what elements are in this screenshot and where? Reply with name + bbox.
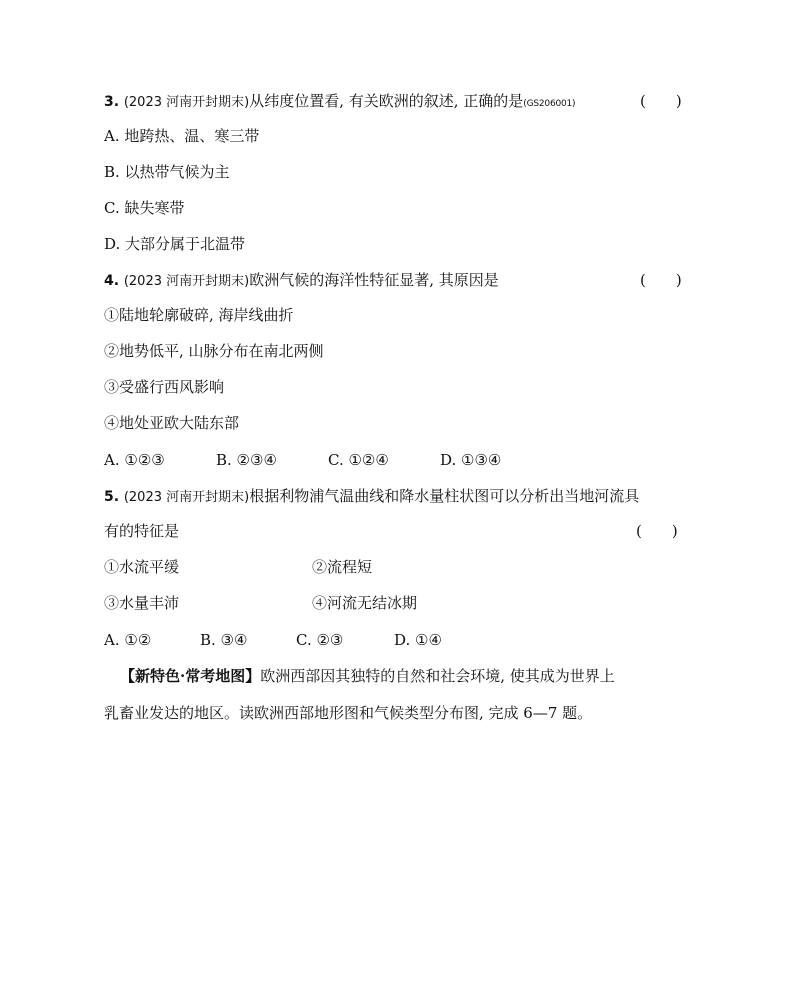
q5-stem-line-2: 有的特征是 — [104, 522, 180, 540]
q3-option-d: D. 大部分属于北温带 — [104, 235, 246, 253]
q4-item-1: ①陆地轮廓破碎, 海岸线曲折 — [104, 306, 294, 324]
q5-item-2: ②流程短 — [312, 558, 373, 576]
intro-tag: 【新特色·常考地图】 — [120, 667, 261, 685]
q4-option-d: D. ①③④ — [440, 451, 502, 469]
q4-stem-line — [104, 270, 499, 292]
q4-source: (2023 河南开封期末) — [123, 274, 250, 289]
q5-item-4: ④河流无结冰期 — [312, 594, 418, 612]
q5-stem-1: 根据利物浦气温曲线和降水量柱状图可以分析出当地河流具 — [249, 487, 640, 505]
q4-option-c: C. ①②④ — [328, 451, 389, 469]
q4-item-2: ②地势低平, 山脉分布在南北两侧 — [104, 342, 324, 360]
q3-option-b: B. 以热带气候为主 — [104, 163, 230, 181]
q5-option-b: B. ③④ — [200, 631, 248, 649]
q5-option-a: A. ①② — [104, 631, 152, 649]
q5-number: 5. — [104, 489, 120, 505]
q4-item-3: ③受盛行西风影响 — [104, 378, 225, 396]
q3-stem: 从纬度位置看, 有关欧洲的叙述, 正确的是 — [249, 92, 524, 110]
q5-item-3: ③水量丰沛 — [104, 594, 180, 612]
q5-item-1: ①水流平缓 — [104, 558, 180, 576]
q4-item-4: ④地处亚欧大陆东部 — [104, 414, 240, 432]
q3-number: 3. — [104, 94, 120, 110]
q5-answer-paren: ( ) — [636, 522, 678, 540]
q4-option-a: A. ①②③ — [104, 451, 165, 469]
q5-option-d: D. ①④ — [394, 631, 442, 649]
intro-line-2: 乳畜业发达的地区。读欧洲西部地形图和气候类型分布图, 完成 6—7 题。 — [104, 704, 593, 722]
q4-answer-paren: ( ) — [640, 271, 682, 289]
q5-source: (2023 河南开封期末) — [123, 490, 250, 505]
q4-stem: 欧洲气候的海洋性特征显著, 其原因是 — [249, 271, 499, 289]
q5-stem-line-1 — [104, 486, 639, 508]
q5-option-c: C. ②③ — [296, 631, 344, 649]
q3-source: (2023 河南开封期末) — [123, 95, 250, 110]
intro-text-1: 欧洲西部因其独特的自然和社会环境, 使其成为世界上 — [260, 667, 615, 685]
q3-answer-paren: ( ) — [640, 92, 682, 110]
q3-stem-line — [104, 91, 575, 114]
q4-option-b: B. ②③④ — [216, 451, 277, 469]
intro-line-1 — [120, 666, 615, 686]
q3-option-a: A. 地跨热、温、寒三带 — [104, 127, 260, 145]
q4-number: 4. — [104, 273, 120, 289]
q3-option-c: C. 缺失寒带 — [104, 199, 185, 217]
q3-code: (GS206001) — [523, 99, 576, 109]
